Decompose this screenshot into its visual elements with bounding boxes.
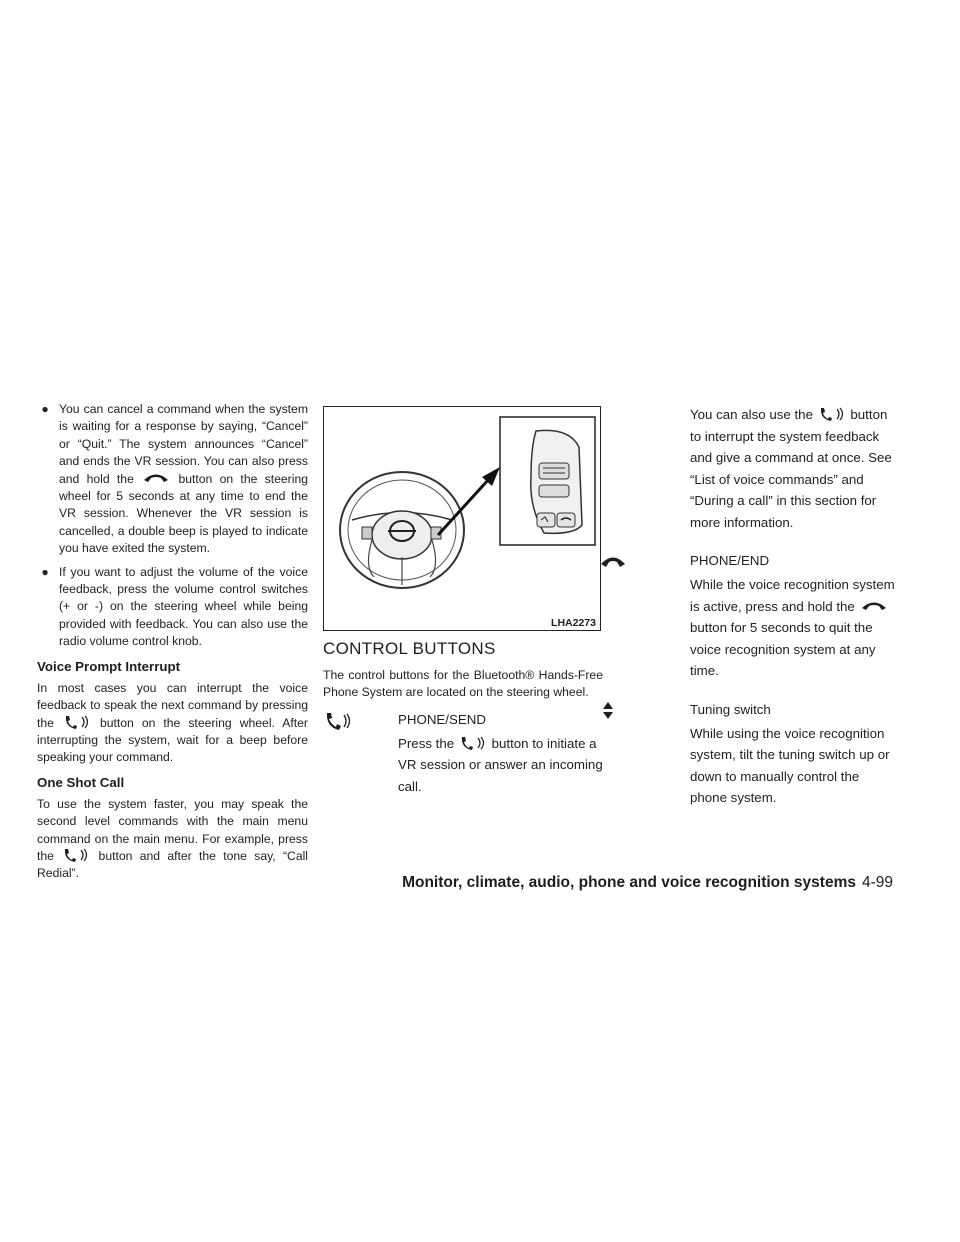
tuning-switch-description: While using the voice recognition system, tilt the tuning switch up or down to manually control the phone system.	[690, 725, 890, 805]
phone-send-continued-text-2: button to interrupt the system feedback and give a command at once. See “List of voice commands” and “During a call” in this section for more information.	[690, 407, 892, 530]
one-shot-heading: One Shot Call	[37, 774, 125, 790]
voice-prompt-heading: Voice Prompt Interrupt	[37, 658, 181, 674]
phone-end-title: PHONE/END	[690, 553, 770, 568]
figure-label: LHA2273	[551, 617, 596, 629]
phone-end-icon	[598, 552, 628, 572]
phone-send-description	[398, 733, 603, 798]
voice-prompt-text-1: In most cases you can interrupt the voice feedback to speak the next command by pressing the	[37, 680, 308, 730]
footer-section-title: Monitor, climate, audio, phone and voice recognition systems	[402, 874, 856, 891]
one-shot-text-2: button and after the tone say, “Call Redial”.	[37, 848, 309, 881]
phone-end-text-1: While the voice recognition system is active, press and hold the	[690, 577, 895, 614]
phone-end-description	[690, 574, 898, 682]
bullet-volume-text: If you want to adjust the volume of the voice feedback, press the volume control switches (+ or -) on the steering wheel while being provided with feedback. You can also use the radio volume control knob.	[59, 564, 308, 649]
page-number: 4-99	[861, 874, 893, 891]
left-column	[37, 401, 308, 887]
steering-wheel-illustration	[324, 407, 600, 630]
one-shot-text-1: To use the system faster, you may speak the second level commands with the main menu command on the main menu. For example, press the	[37, 796, 308, 863]
phone-send-icon	[62, 715, 92, 729]
phone-end-term	[598, 551, 898, 682]
tuning-switch-title: Tuning switch	[690, 701, 771, 717]
bullet-dot: ●	[41, 564, 49, 579]
phone-send-continued-text-1: You can also use the	[690, 407, 813, 422]
tuning-switch-icon	[598, 701, 628, 721]
control-buttons-heading: CONTROL BUTTONS	[323, 639, 496, 658]
middle-column	[323, 401, 603, 797]
phone-send-title: PHONE/SEND	[398, 711, 486, 727]
phone-end-text-2: button for 5 seconds to quit the voice recognition system at any time.	[690, 620, 876, 678]
phone-send-text-1: Press the	[398, 735, 455, 751]
bullet-volume	[37, 564, 308, 651]
phone-send-icon	[323, 711, 353, 731]
phone-send-text-2: button to initiate a VR session or answer an incoming call.	[398, 735, 603, 794]
phone-send-term	[323, 710, 603, 798]
phone-end-icon	[859, 599, 889, 613]
right-column	[598, 404, 898, 809]
voice-prompt-text-2: button on the steering wheel. After interrupting the system, wait for a beep before speaking your command.	[37, 715, 308, 765]
page-footer	[402, 874, 893, 892]
bullet-cancel-text-1: You can cancel a command when the system is waiting for a response by saying, “Cancel” or “Quit.” The system announces “Cancel” and ends the VR session. You can also press and hold the	[59, 402, 308, 486]
phone-end-icon	[141, 471, 171, 485]
bullet-cancel-text-2: button on the steering wheel for 5 seconds at any time to end the VR session. Whenever the VR session is cancelled, a double beep is played to indicate you have exited the system.	[59, 471, 309, 556]
bullet-dot: ●	[41, 402, 49, 416]
bullet-cancel	[37, 401, 308, 558]
one-shot-paragraph	[37, 796, 308, 883]
phone-send-icon	[817, 407, 847, 421]
phone-send-continued	[598, 404, 898, 533]
phone-send-icon	[458, 736, 488, 750]
control-buttons-intro: The control buttons for the Bluetooth® Hands-Free Phone System are located on the steering wheel.	[323, 668, 603, 700]
voice-prompt-paragraph	[37, 680, 308, 767]
phone-send-icon	[61, 848, 91, 862]
steering-wheel-figure	[323, 406, 601, 631]
tuning-switch-term	[598, 700, 898, 809]
